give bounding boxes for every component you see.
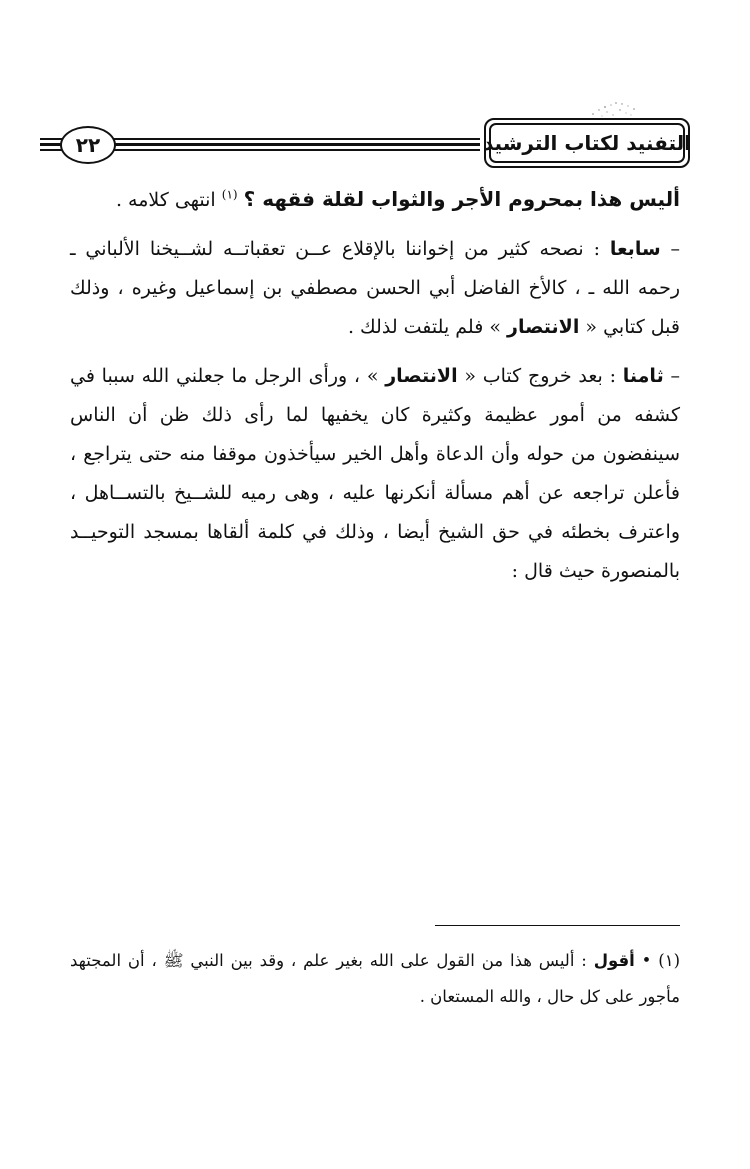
paragraph-2-text-2: » فلم يلتفت لذلك . [347, 316, 507, 338]
scan-speckle [585, 98, 645, 120]
paragraph-3-label: ثامنا [622, 365, 664, 387]
paragraph-2-label: سابعا [609, 238, 661, 260]
paragraph-2-text-1: : نصحه كثير من إخواننا بالإقلاع عــن تعقباتــه لشــيخنا الألباني ـ رحمه الله ـ ، كالأخ الفاضل أبي الحسن مصطفي بن إسماعيل وغيره ، وذلك قبل كتابي « [70, 238, 680, 338]
paragraph-3-book: الانتصار [385, 365, 458, 387]
footnote-label: أقول [593, 951, 635, 970]
footnote [70, 943, 680, 1015]
paragraph-2-book: الانتصار [507, 316, 580, 338]
footnote-1 [70, 943, 680, 1015]
paragraph-2 [70, 230, 680, 347]
footnote-number: (١) [651, 951, 681, 970]
footnote-ref: (١) [221, 187, 238, 202]
paragraph-3-text-2: » ، ورأى الرجل ما جعلني الله سببا في كشفه من أمور عظيمة وكثيرة كان يخفيها لما رأى ذلك ظن أن الناس سينفضون من حوله وأن الدعاة وأهل الخير سيأخذون موقفا منه حتى يتراجع ، فأعلن تراجعه عن أهم مسألة أنكرنها عليه ، وهى رميه للشــيخ بالتســاهل ، واعترف بخطئه في حق الشيخ أيضا ، وذلك في كلمة ألقاها بمسجد التوحيــد بالمنصورة حيث قال : [70, 365, 680, 582]
paragraph-1-tail: انتهى كلامه . [115, 189, 222, 211]
book-title: التفنيد لكتاب الترشيد [489, 123, 685, 163]
paragraph-1 [70, 180, 680, 220]
paragraph-1-lead: أليس هذا بمحروم الأجر والثواب لقلة فقهه ؟ [243, 187, 680, 211]
paragraph-3-dash: – [663, 365, 680, 387]
footnote-separator [435, 925, 680, 926]
header-rule [110, 138, 480, 152]
page-number: ٢٢ [60, 126, 116, 164]
footnote-text: : أليس هذا من القول على الله بغير علم ، وقد بين النبي ﷺ ، أن المجتهد مأجور على كل حال ، والله المستعان . [70, 951, 680, 1006]
main-text [70, 180, 680, 601]
paragraph-2-dash: – [660, 238, 680, 260]
paragraph-3 [70, 357, 680, 591]
footnote-bullet: • [634, 951, 652, 970]
paragraph-3-text-1: : بعد خروج كتاب « [457, 365, 623, 387]
running-header [40, 118, 690, 178]
header-title-frame [484, 118, 690, 168]
